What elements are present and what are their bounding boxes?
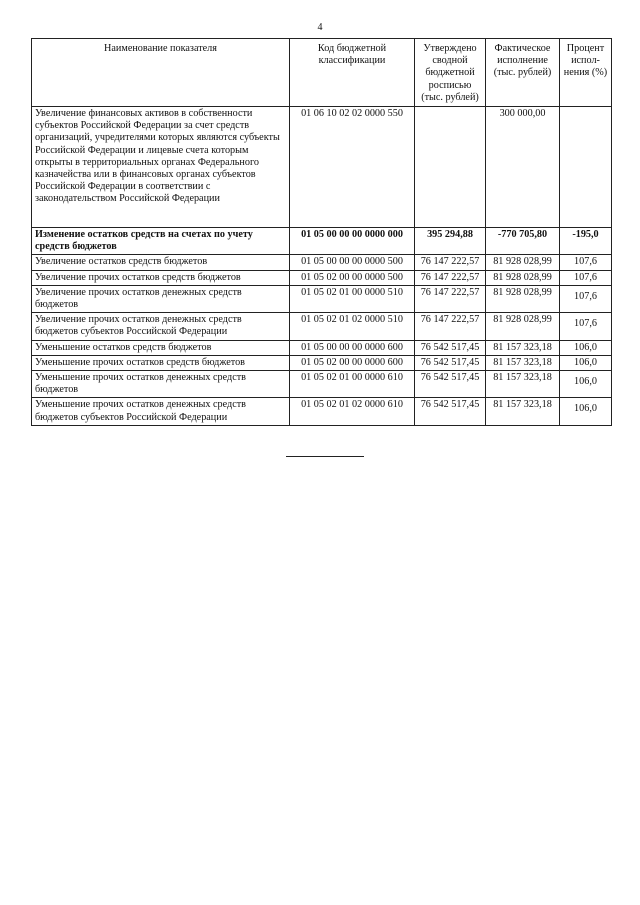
row-percent: 106,0 (560, 355, 612, 370)
header-budget-code: Код бюджетной классификации (290, 39, 415, 107)
page-number: 4 (317, 22, 323, 33)
table-row (32, 398, 612, 425)
row-approved: 76 542 517,45 (415, 371, 486, 398)
row-approved: 395 294,88 (415, 228, 486, 255)
budget-execution-table (31, 38, 612, 426)
table-row (32, 107, 612, 228)
table-row (32, 313, 612, 340)
row-approved: 76 147 222,57 (415, 285, 486, 312)
row-name: Изменение остатков средств на счетах по учету средств бюджетов (32, 228, 290, 255)
row-code: 01 05 02 01 02 0000 510 (290, 313, 415, 340)
row-actual: 81 157 323,18 (486, 398, 560, 425)
table-row (32, 270, 612, 285)
row-name: Увеличение прочих остатков денежных средств бюджетов (32, 285, 290, 312)
row-actual: 81 928 028,99 (486, 255, 560, 270)
table-row (32, 255, 612, 270)
row-percent: 107,6 (560, 270, 612, 285)
end-divider-line (286, 456, 364, 457)
row-percent: -195,0 (560, 228, 612, 255)
row-code: 01 05 02 01 02 0000 610 (290, 398, 415, 425)
row-approved: 76 542 517,45 (415, 398, 486, 425)
row-name: Уменьшение прочих остатков денежных средств бюджетов субъектов Российской Федерации (32, 398, 290, 425)
row-approved: 76 542 517,45 (415, 355, 486, 370)
row-actual: 81 928 028,99 (486, 270, 560, 285)
row-name: Уменьшение остатков средств бюджетов (32, 340, 290, 355)
row-actual: -770 705,80 (486, 228, 560, 255)
row-percent: 106,0 (560, 398, 612, 425)
header-actual: Фактическое исполнение (тыс. рублей) (486, 39, 560, 107)
row-approved: 76 147 222,57 (415, 255, 486, 270)
header-percent: Процент испол-нения (%) (560, 39, 612, 107)
table-row (32, 228, 612, 255)
row-percent: 107,6 (560, 313, 612, 340)
row-actual: 81 157 323,18 (486, 340, 560, 355)
row-percent: 106,0 (560, 340, 612, 355)
row-actual: 81 928 028,99 (486, 285, 560, 312)
row-approved: 76 147 222,57 (415, 313, 486, 340)
row-code: 01 05 02 01 00 0000 610 (290, 371, 415, 398)
header-approved: Утверждено сводной бюджетной росписью (тыс. рублей) (415, 39, 486, 107)
row-name: Увеличение прочих остатков средств бюджетов (32, 270, 290, 285)
row-name: Уменьшение прочих остатков средств бюджетов (32, 355, 290, 370)
row-actual: 300 000,00 (486, 107, 560, 228)
row-code: 01 05 00 00 00 0000 000 (290, 228, 415, 255)
row-percent: 106,0 (560, 371, 612, 398)
row-approved: 76 542 517,45 (415, 340, 486, 355)
row-percent: 107,6 (560, 285, 612, 312)
row-code: 01 06 10 02 02 0000 550 (290, 107, 415, 228)
row-code: 01 05 00 00 00 0000 600 (290, 340, 415, 355)
row-percent: 107,6 (560, 255, 612, 270)
row-code: 01 05 02 00 00 0000 600 (290, 355, 415, 370)
row-actual: 81 928 028,99 (486, 313, 560, 340)
row-name: Увеличение прочих остатков денежных средств бюджетов субъектов Российской Федерации (32, 313, 290, 340)
row-percent (560, 107, 612, 228)
header-indicator-name: Наименование показателя (32, 39, 290, 107)
row-name: Увеличение финансовых активов в собственности субъектов Российской Федерации за счет средств организаций, учредителями которых являются субъекты Российской Федерации и лицевые счета которым открыты в территориальных органах Федерального казначейства или в финансовых органах субъектов Российской Федерации в соответствии с законодательством Российской Федерации (32, 107, 290, 228)
row-name: Уменьшение прочих остатков денежных средств бюджетов (32, 371, 290, 398)
row-actual: 81 157 323,18 (486, 371, 560, 398)
table-row (32, 285, 612, 312)
row-name: Увеличение остатков средств бюджетов (32, 255, 290, 270)
table-row (32, 340, 612, 355)
table-header-row (32, 39, 612, 107)
table-row (32, 371, 612, 398)
row-code: 01 05 02 01 00 0000 510 (290, 285, 415, 312)
row-code: 01 05 00 00 00 0000 500 (290, 255, 415, 270)
row-approved: 76 147 222,57 (415, 270, 486, 285)
row-code: 01 05 02 00 00 0000 500 (290, 270, 415, 285)
row-actual: 81 157 323,18 (486, 355, 560, 370)
row-approved (415, 107, 486, 228)
table-row (32, 355, 612, 370)
